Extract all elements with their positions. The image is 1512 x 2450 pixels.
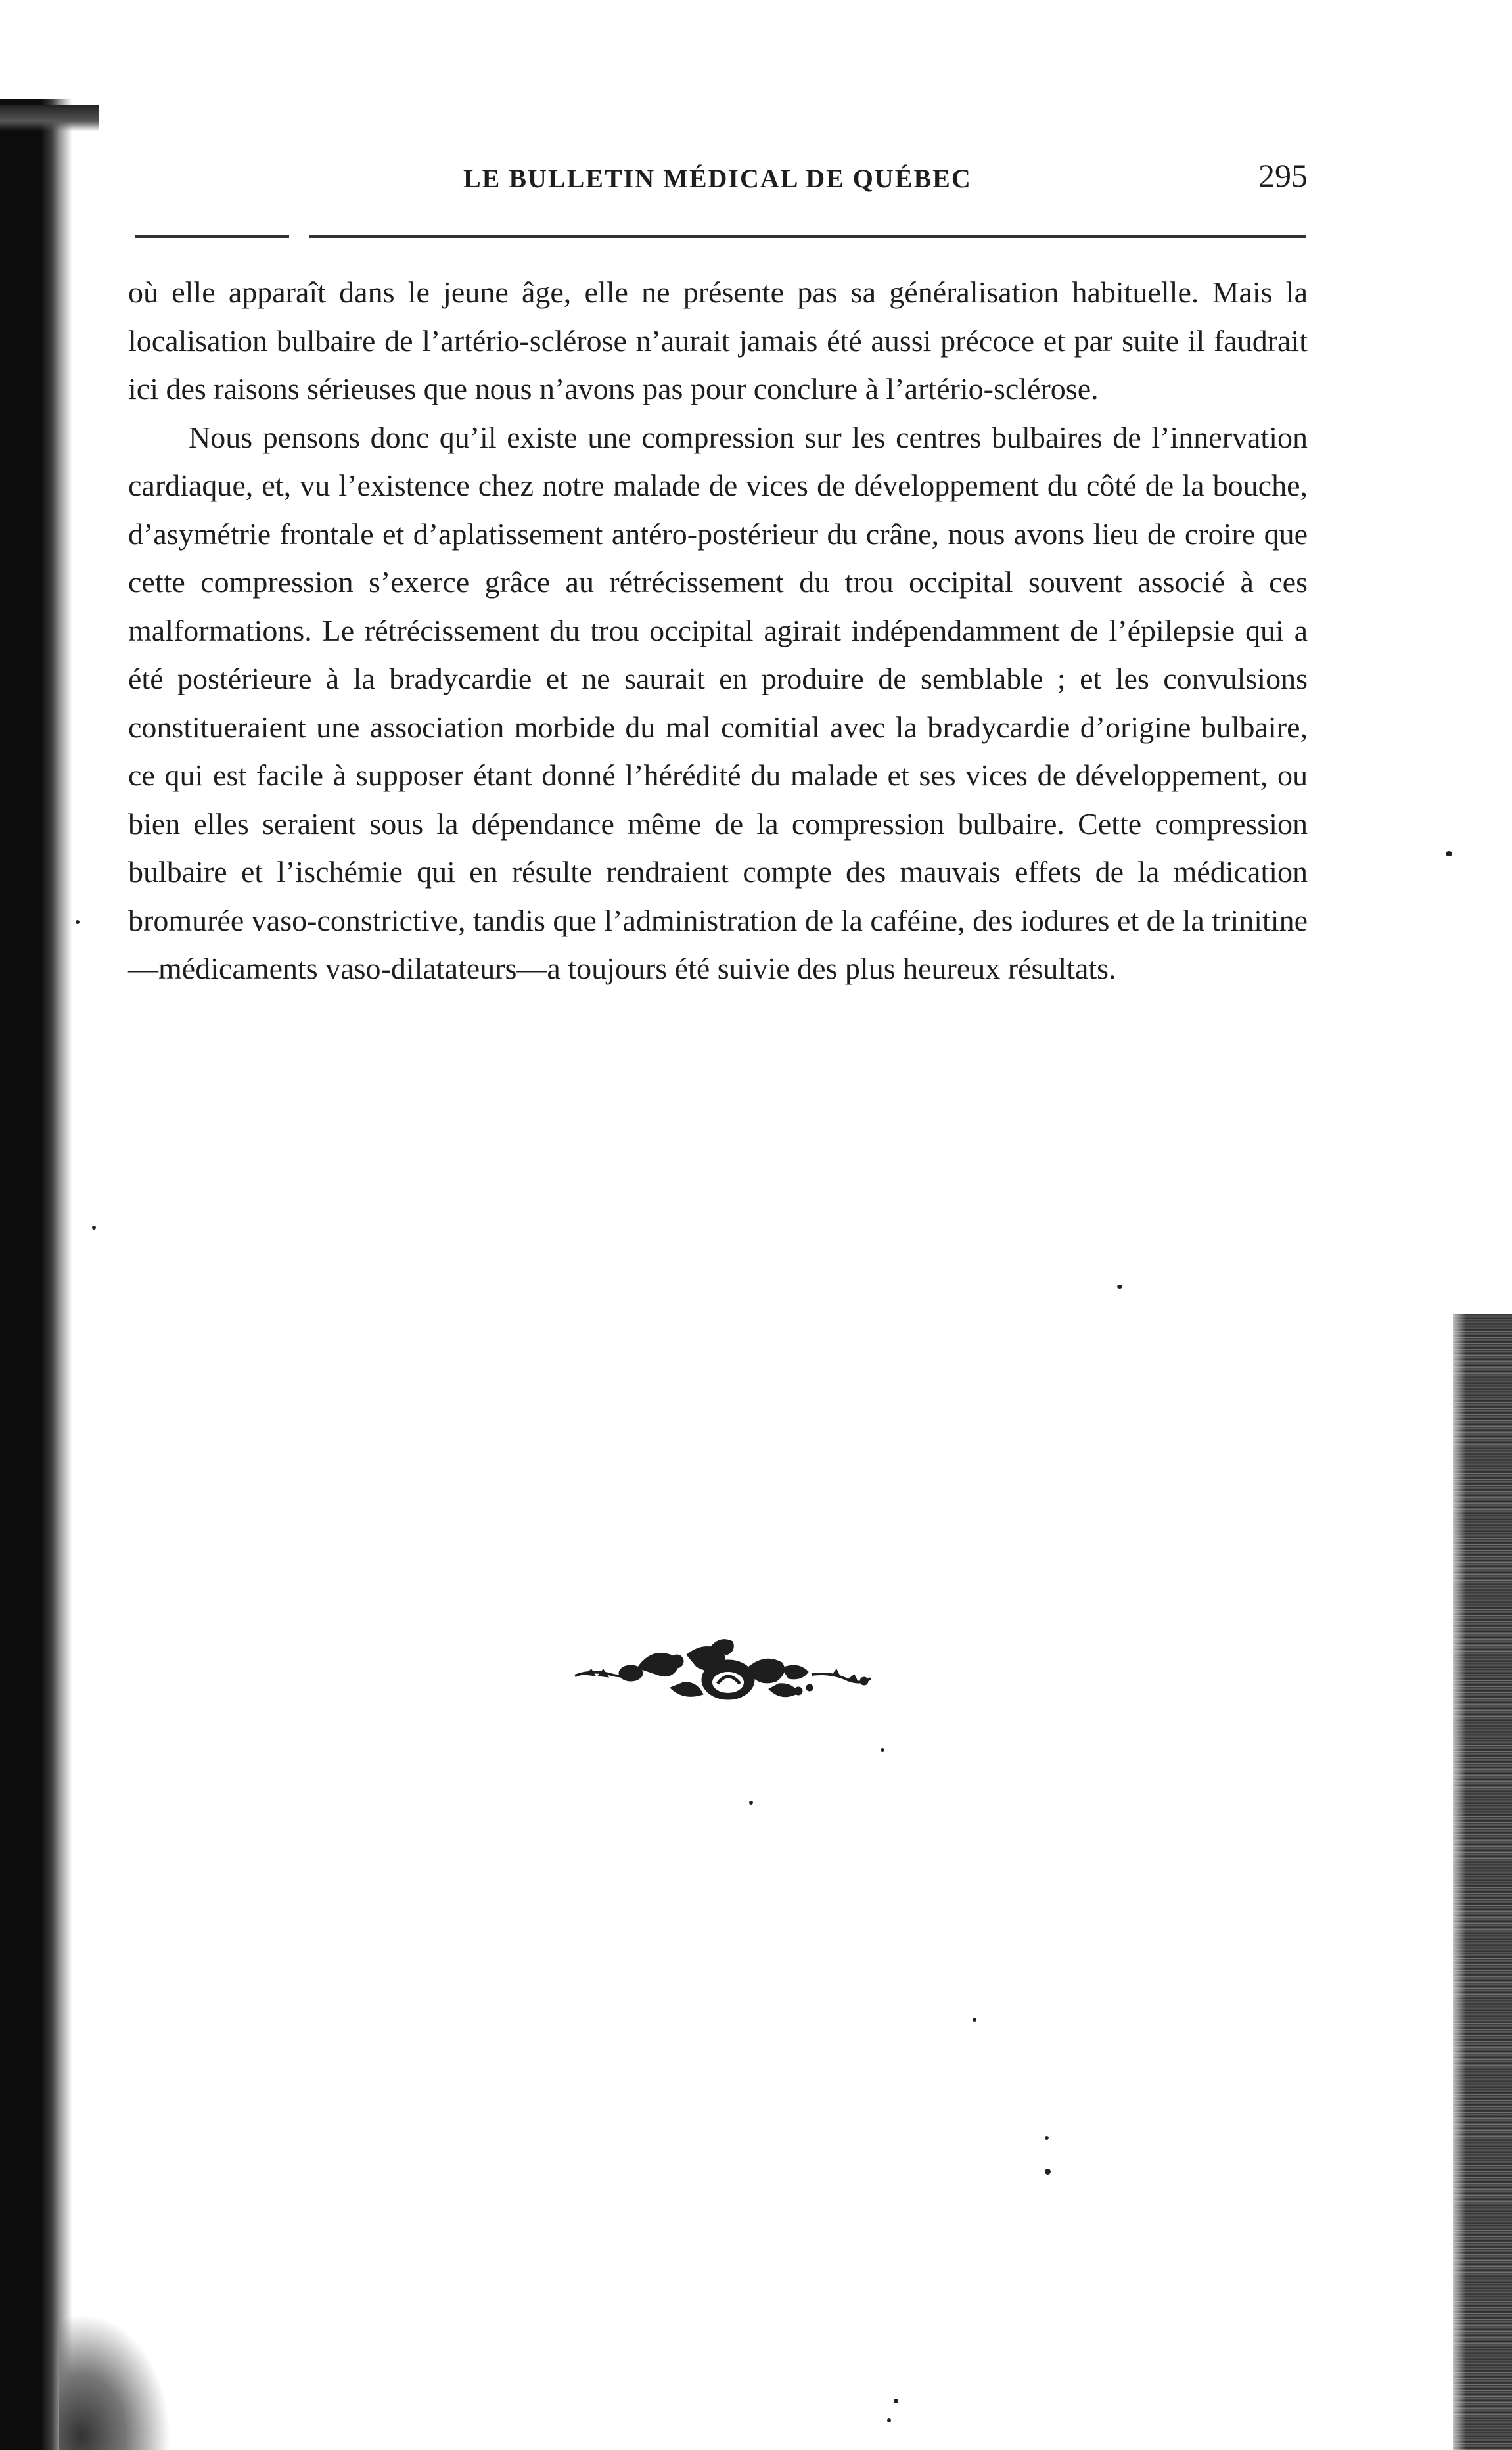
- paper-speck: [92, 1226, 96, 1230]
- header-rule-break: [289, 233, 309, 239]
- binding-shadow-bottom: [59, 2313, 171, 2450]
- paper-speck: [1045, 2169, 1051, 2175]
- paper-speck: [1117, 1285, 1122, 1289]
- paper-speck: [1446, 851, 1452, 856]
- binding-shadow-top: [0, 105, 99, 131]
- paper-speck: [76, 920, 80, 924]
- paper-speck: [973, 2018, 976, 2022]
- paragraph: où elle apparaît dans le jeune âge, elle ne présente pas sa généralisation habituelle. Mais la localisation bulbaire de l’artério-sclérose n’aurait jamais été aussi précoce et par suite il faudrait ici des raisons sérieuses que nous n’avons pas pour conclure à l’artério-sclérose.: [128, 275, 1308, 405]
- binding-shadow-left: [0, 99, 72, 2450]
- floral-tailpiece-icon: [572, 1629, 874, 1714]
- page-number: 295: [1258, 157, 1308, 194]
- paragraph: Nous pensons donc qu’il existe une compression sur les centres bulbaires de l’innervation cardiaque, et, vu l’existence chez notre malade de vices de développement du côté de la bouche, d’asymétrie frontale et d’aplatissement antéro-postérieur du crâne, nous avons lieu de croire que cette compression s’exerce grâce au rétrécissement du trou occipital souvent associé à ces malformations. Le rétrécissement du trou occipital agirait indépendamment de l’épilepsie qui a été postérieure à la bradycardie et ne saurait en produire de semblable ; et les convulsions constitueraient une association morbide du mal comitial avec la bradycardie d’origine bulbaire, ce qui est facile à supposer étant donné l’hérédité du malade et ses vices de développement, ou bien elles seraient sous la dépendance même de la compression bulbaire. Cette compression bulbaire et l’ischémie qui en résulte rendraient compte des mauvais effets de la médication bromurée vaso-constrictive, tandis que l’administration de la caféine, des iodures et de la trinitine—médicaments vaso-dilatateurs—a toujours été suivie des plus heureux résultats.: [128, 420, 1308, 985]
- paper-speck: [894, 2399, 898, 2403]
- article-body: [128, 268, 1308, 993]
- page-edge-fade: [1446, 1314, 1466, 2450]
- paper-speck: [881, 1748, 884, 1752]
- paper-speck: [749, 1801, 753, 1805]
- journal-title: LE BULLETIN MÉDICAL DE QUÉBEC: [463, 164, 972, 193]
- header-rule: [135, 235, 1306, 238]
- running-header: [131, 155, 1308, 208]
- paper-speck: [887, 2418, 891, 2422]
- paper-speck: [1045, 2136, 1049, 2140]
